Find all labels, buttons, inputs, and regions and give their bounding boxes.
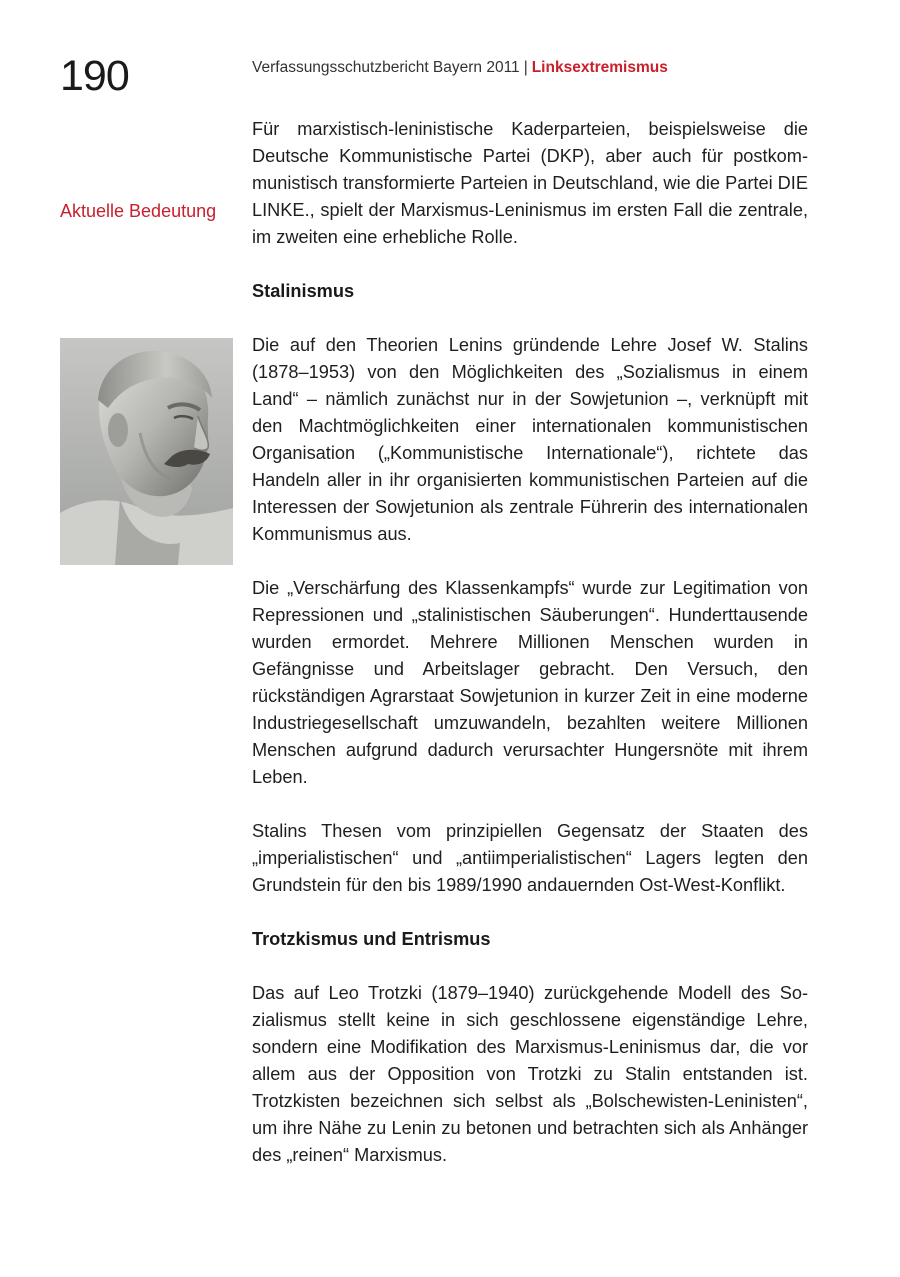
publication-title: Verfassungsschutzbericht Bayern 2011 (252, 59, 520, 76)
running-header (252, 58, 668, 78)
stalinismus-paragraph-3: Stalins Thesen vom prinzipiellen Gegensatz der Staaten des „imperialistischen“ und „antiimperialistischen“ Lagers legten den Grundstein für den bis 1989/1990 andauernden Ost-West-Konflikt. (252, 821, 808, 895)
margin-note: Aktuelle Bedeutung (60, 201, 217, 221)
stalin-bust-photo (60, 338, 233, 565)
stalinismus-paragraph-1: Die auf den Theorien Lenins gründende Lehre Josef W. Stalins (1878–1953) von den Möglichkeiten des „Sozialismus in einem Land“ – nämlich zunächst nur in der Sowjetunion –, verknüpft mit den Machtmöglichkeiten einer internationalen kommunistischen Organisation („Kommunistische Internationale“), richtete das Handeln aller in ihr organisierten kommunistischen Parteien auf die Interessen der Sowjetunion als zentrale Führerin des internationalen Kommunismus aus. (252, 335, 808, 544)
heading-stalinismus: Stalinismus (252, 281, 355, 301)
intro-paragraph: Für marxistisch-leninistische Kaderparteien, beispielsweise die Deutsche Kommunistische Partei (DKP), aber auch für postkommunistisch transformierte Parteien in Deutschland, wie die Partei DIE LINKE., spielt der Marxismus-Leninismus im ersten Fall die zentrale, im zweiten eine erhebliche Rolle. (252, 119, 808, 247)
page-number: 190 (60, 52, 129, 100)
trotzkismus-paragraph-1: Das auf Leo Trotzki (1879–1940) zurückgehende Modell des Sozialismus stellt keine in sich geschlossene eigenständige Lehre, sondern eine Modifikation des Marxismus-Leninismus dar, die vor allem aus der Opposition von Trotzki zu Stalin entstanden ist. Trotzkisten bezeichnen sich selbst als „Bolschewisten-Leninisten“, um ihre Nähe zu Lenin zu betonen und betrachten sich als Anhänger des „reinen“ Marxismus. (252, 983, 808, 1165)
stalinismus-paragraph-2: Die „Verschärfung des Klassenkampfs“ wurde zur Legitimation von Repressionen und „stalinistischen Säuberungen“. Hunderttausende wurden ermordet. Mehrere Millionen Menschen wurden in Gefängnisse und Arbeitslager gebracht. Den Versuch, den rückständigen Agrarstaat Sowjetunion in kurzer Zeit in eine moderne Industriegesellschaft umzuwandeln, bezahlten weitere Millionen Menschen aufgrund dadurch verursachter Hungersnöte mit ihrem Leben. (252, 578, 808, 787)
heading-trotzkismus: Trotzkismus und Entrismus (252, 929, 491, 949)
header-separator: | (523, 59, 528, 76)
section-title: Linksextremismus (531, 59, 668, 76)
main-text-column (252, 116, 808, 1196)
